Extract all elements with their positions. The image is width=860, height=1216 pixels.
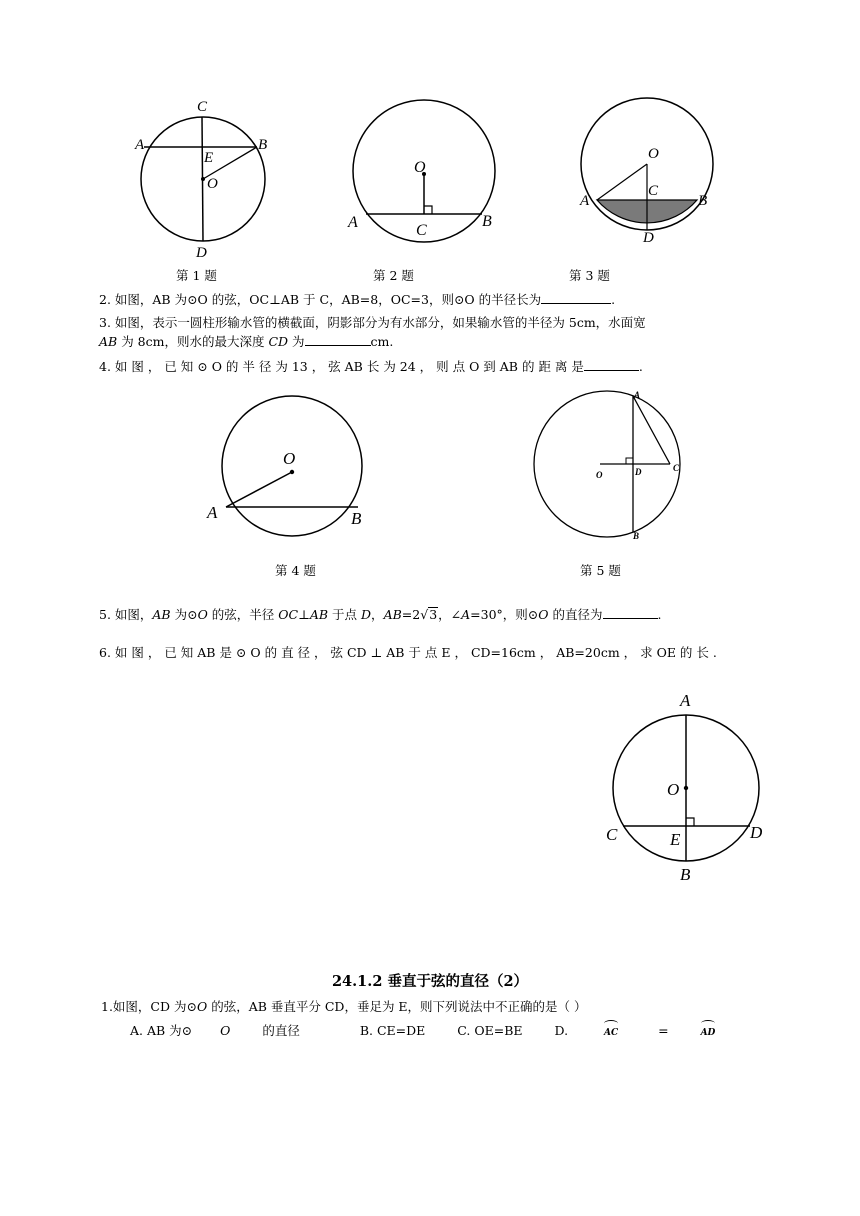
center-dot bbox=[290, 470, 294, 474]
label-d: D bbox=[750, 823, 763, 842]
center-dot bbox=[201, 177, 205, 181]
option-c[interactable]: C. OE=BE bbox=[457, 1023, 523, 1038]
q5-p1: 5. 如图， bbox=[99, 607, 153, 622]
label-b: B bbox=[633, 531, 640, 541]
label-a: A bbox=[680, 691, 691, 710]
label-a: A bbox=[348, 214, 358, 231]
q5-ocab: OC⊥AB bbox=[278, 607, 329, 622]
caption-fig1: 第 1 题 bbox=[176, 268, 217, 283]
q5-end: . bbox=[657, 607, 662, 622]
label-e: E bbox=[204, 150, 214, 166]
label-c: C bbox=[606, 825, 618, 844]
label-c: C bbox=[673, 463, 680, 473]
label-b: B bbox=[482, 213, 492, 230]
center-dot bbox=[684, 786, 688, 790]
q3-cd: CD bbox=[268, 334, 289, 349]
q3-end: cm. bbox=[370, 334, 394, 349]
sq1-p2: 的弦，AB 垂直平分 CD，垂足为 E，则下列说法中不正确的是（ ） bbox=[207, 999, 587, 1014]
sq1-o: O bbox=[196, 999, 208, 1014]
q5-p3: 的弦，半径 bbox=[207, 607, 279, 622]
q5-ab2: AB bbox=[383, 607, 402, 622]
q5-o1: O bbox=[197, 607, 208, 622]
question-2-end: . bbox=[611, 292, 616, 307]
answer-blank-2[interactable] bbox=[541, 290, 611, 304]
question-2 bbox=[99, 290, 615, 309]
label-d: D bbox=[643, 230, 654, 246]
option-b[interactable]: B. CE=DE bbox=[359, 1023, 426, 1038]
section-question-1 bbox=[101, 998, 587, 1016]
caption-fig4: 第 4 题 bbox=[275, 563, 316, 578]
label-d: D bbox=[196, 245, 207, 261]
right-angle-mark bbox=[424, 206, 432, 214]
question-4-end: . bbox=[638, 359, 643, 374]
q3-pre: 为 bbox=[288, 334, 305, 349]
label-o: O bbox=[283, 449, 296, 468]
caption-fig3: 第 3 题 bbox=[569, 268, 610, 283]
q5-p2: 为⊙ bbox=[170, 607, 198, 622]
label-b: B bbox=[698, 193, 708, 209]
label-c: C bbox=[197, 99, 208, 115]
label-e: E bbox=[670, 830, 681, 849]
caption-fig5: 第 5 题 bbox=[580, 563, 621, 578]
q5-o2: O bbox=[538, 607, 549, 622]
q5-d: D bbox=[361, 607, 372, 622]
question-4 bbox=[99, 357, 643, 376]
figure-3 bbox=[575, 92, 725, 252]
label-o: O bbox=[596, 470, 603, 480]
right-angle-mark bbox=[626, 458, 633, 464]
option-d[interactable]: D. AC = AD bbox=[555, 1023, 744, 1038]
radius-oa bbox=[226, 472, 292, 507]
q5-root: 3 bbox=[429, 607, 438, 622]
q5-p5: ， bbox=[371, 607, 384, 622]
question-5 bbox=[99, 605, 661, 624]
answer-blank-5[interactable] bbox=[603, 605, 658, 619]
arc-ac: AC bbox=[604, 1021, 618, 1042]
label-a: A bbox=[207, 503, 218, 522]
figure-4 bbox=[205, 380, 380, 530]
label-c: C bbox=[416, 222, 427, 239]
label-b: B bbox=[258, 137, 268, 153]
label-a: A bbox=[135, 137, 145, 153]
question-6: 6. 如 图 ， 已 知 AB 是 ⊙ O 的 直 径 ， 弦 CD ⊥ AB 于 点 E ， CD=16cm ， AB=20cm ， 求 OE 的 长 . bbox=[99, 645, 717, 660]
q5-ab: AB bbox=[152, 607, 171, 622]
label-o: O bbox=[207, 176, 218, 192]
figure-1 bbox=[130, 95, 280, 265]
arc-ad: AD bbox=[701, 1021, 716, 1042]
q5-p4: 于点 bbox=[328, 607, 362, 622]
label-c: C bbox=[648, 183, 659, 199]
label-a: A bbox=[634, 390, 641, 400]
label-b: B bbox=[680, 865, 691, 884]
sq1-p1: 1.如图，CD 为⊙ bbox=[101, 999, 197, 1014]
question-3-line1: 3. 如图，表示一圆柱形输水管的横截面，阴影部分为有水部分，如果输水管的半径为 5cm，水面宽 bbox=[99, 315, 646, 330]
label-o: O bbox=[648, 146, 659, 162]
question-3-line2 bbox=[99, 332, 393, 351]
q5-a: A bbox=[461, 607, 471, 622]
label-o: O bbox=[667, 780, 680, 799]
label-a: A bbox=[580, 193, 590, 209]
label-o: O bbox=[414, 159, 426, 176]
q3-mid: 为 8cm，则水的最大深度 bbox=[117, 334, 269, 349]
radius-oa bbox=[597, 164, 647, 200]
option-a[interactable]: A. AB 为⊙ O 的直径 bbox=[130, 1023, 300, 1038]
figure-5 bbox=[520, 385, 695, 545]
label-b: B bbox=[351, 509, 362, 528]
q5-p9: 的直径为 bbox=[548, 607, 603, 622]
right-angle-mark bbox=[686, 818, 694, 826]
question-4-text: 4. 如 图 ， 已 知 ⊙ O 的 半 径 为 13 ， 弦 AB 长 为 24 ， 则 点 O 到 AB 的 距 离 是 bbox=[99, 359, 584, 374]
figure-6 bbox=[600, 688, 775, 888]
question-2-text: 2. 如图，AB 为⊙O 的弦，OC⊥AB 于 C，AB=8，OC=3，则⊙O 的半径长为 bbox=[99, 292, 542, 307]
q5-p8: =30°，则⊙ bbox=[470, 607, 539, 622]
q5-p7: ，∠ bbox=[438, 607, 462, 622]
caption-fig2: 第 2 题 bbox=[373, 268, 414, 283]
answer-blank-4[interactable] bbox=[584, 357, 639, 371]
q5-p6: =2 bbox=[401, 607, 421, 622]
figure-2 bbox=[340, 100, 510, 250]
sqrt-sign: √ bbox=[420, 607, 429, 622]
q3-ab: AB bbox=[99, 334, 118, 349]
label-d: D bbox=[635, 467, 642, 477]
section-title: 24.1.2 垂直于弦的直径（2） bbox=[331, 973, 529, 990]
answer-blank-3[interactable] bbox=[305, 332, 371, 346]
options-row bbox=[130, 1021, 743, 1042]
